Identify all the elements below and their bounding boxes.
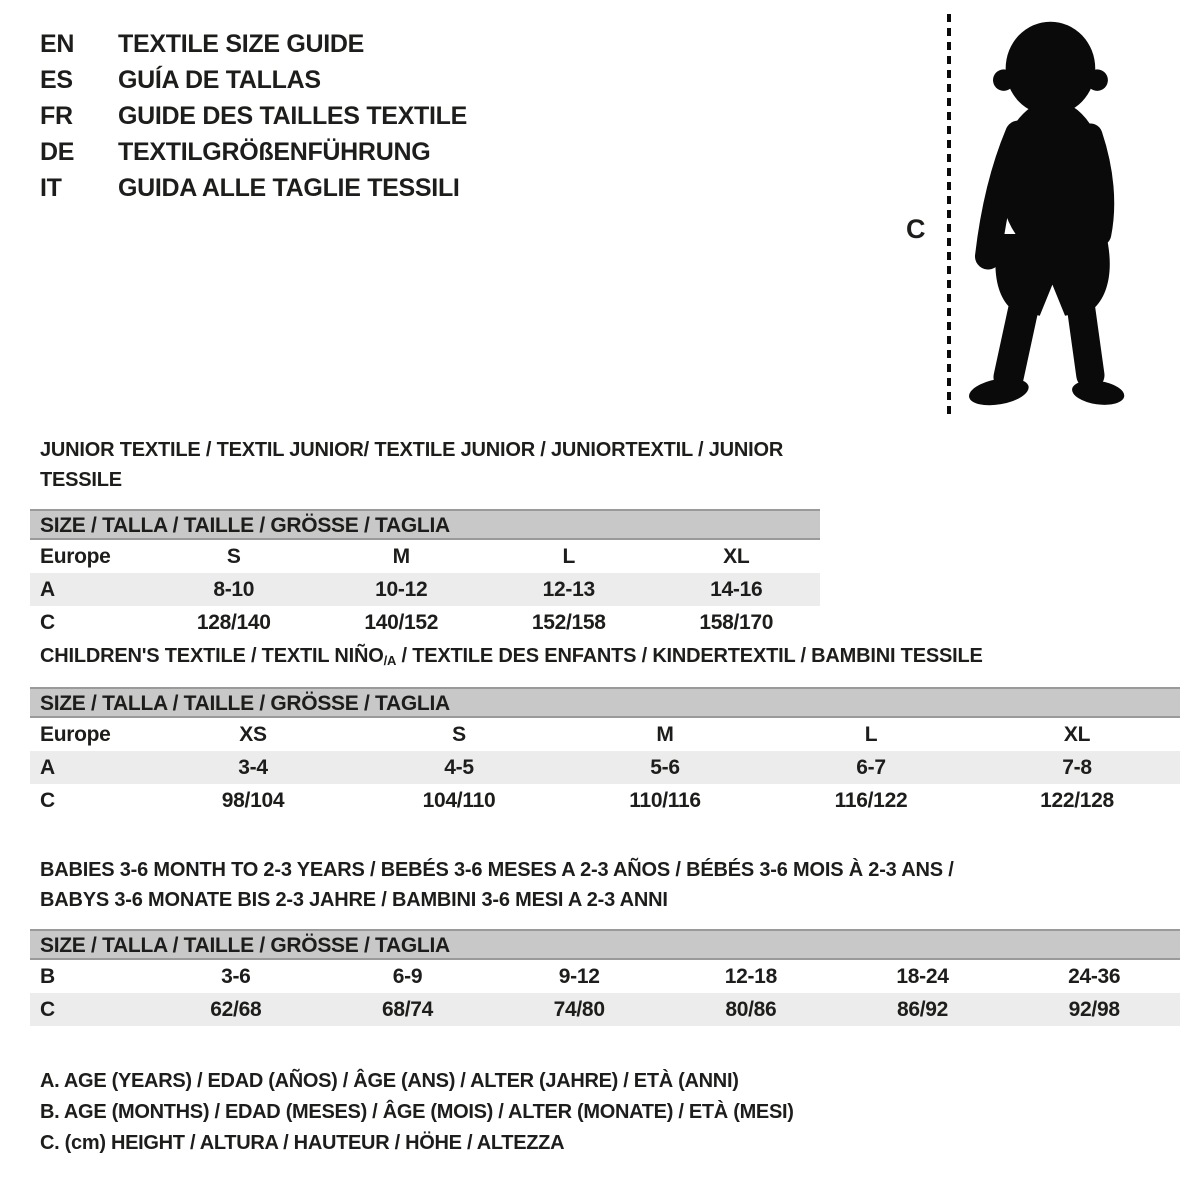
language-row (40, 98, 467, 134)
table-cell: 12-18 (724, 965, 777, 988)
language-row (40, 170, 467, 206)
table-cell: 7-8 (1062, 756, 1092, 779)
table-cell: XS (239, 723, 267, 746)
size-header-bar: SIZE / TALLA / TAILLE / GRÖSSE / TAGLIA (30, 509, 820, 540)
table-cell: L (562, 545, 576, 568)
language-code: EN (40, 30, 75, 58)
table-cell: 14-16 (710, 578, 763, 601)
table-cell: 3-4 (238, 756, 268, 779)
table-title (40, 641, 1180, 673)
table-row (30, 784, 1180, 817)
table-title-text: CHILDREN'S TEXTILE / TEXTIL NIÑO (40, 645, 384, 667)
row-label: C (40, 611, 55, 634)
legend-line-age-months: B. AGE (MONTHS) / EDAD (MESES) / ÂGE (MOIS) / ALTER (MONATE) / ETÀ (MESI) (40, 1101, 794, 1123)
table-body (30, 960, 1180, 1026)
table-cell: M (392, 545, 410, 568)
table-title (40, 435, 820, 495)
table-title-line (40, 855, 1180, 885)
table-cell: 12-13 (542, 578, 595, 601)
table-cell: 74/80 (553, 998, 605, 1021)
table-cell: 6-7 (856, 756, 886, 779)
table-cell: L (864, 723, 878, 746)
table-title-text: BABYS 3-6 MONATE BIS 2-3 JAHRE / BAMBINI 3-6 MESI A 2-3 ANNI (40, 889, 668, 911)
table-cell: 110/116 (629, 789, 701, 812)
language-code: DE (40, 138, 75, 166)
table-cell: 10-12 (375, 578, 428, 601)
table-title (40, 855, 1180, 915)
row-label: C (40, 998, 55, 1021)
height-dimension-label: C (906, 214, 926, 244)
language-row (40, 62, 467, 98)
row-label: Europe (40, 545, 111, 568)
row-label: A (40, 756, 55, 779)
table-cell: XL (723, 545, 750, 568)
height-dashed-line (947, 14, 951, 416)
language-title: GUIDE DES TAILLES TEXTILE (118, 102, 468, 130)
table-row (30, 718, 1180, 751)
row-label: A (40, 578, 55, 601)
language-title-list (40, 26, 467, 206)
table-body (30, 718, 1180, 817)
table-row (30, 993, 1180, 1026)
language-title: TEXTILGRÖßENFÜHRUNG (118, 138, 431, 166)
table-cell: S (226, 545, 241, 568)
table-title-subscript: /A (383, 653, 397, 668)
table-cell: S (452, 723, 466, 746)
table-cell: 104/110 (422, 789, 496, 812)
table-cell: 80/86 (725, 998, 777, 1021)
table-row (30, 573, 820, 606)
legend (40, 1066, 794, 1159)
table-cell: 116/122 (834, 789, 908, 812)
table-cell: 158/170 (699, 611, 774, 634)
table-title-text: / TEXTILE DES ENFANTS / KINDERTEXTIL / BAMBINI TESSILE (396, 645, 983, 667)
legend-line-height: C. (cm) HEIGHT / ALTURA / HAUTEUR / HÖHE / ALTEZZA (40, 1132, 565, 1154)
language-title: GUIDA ALLE TAGLIE TESSILI (118, 174, 460, 202)
table-cell: 128/140 (196, 611, 271, 634)
table-cell: 86/92 (896, 998, 949, 1021)
babies-textile-table (30, 855, 1180, 1026)
language-title: TEXTILE SIZE GUIDE (118, 30, 365, 58)
table-row (30, 960, 1180, 993)
table-cell: 92/98 (1068, 998, 1120, 1021)
language-title: GUÍA DE TALLAS (118, 66, 321, 94)
table-title-text: JUNIOR TEXTILE / TEXTIL JUNIOR/ TEXTILE JUNIOR / JUNIORTEXTIL / JUNIOR TESSILE (40, 439, 784, 491)
table-title-line (40, 885, 1180, 915)
table-cell: 152/158 (531, 611, 606, 634)
row-label: C (40, 789, 55, 812)
table-cell: 140/152 (364, 611, 439, 634)
table-cell: 24-36 (1068, 965, 1121, 988)
row-label: B (40, 965, 55, 988)
table-cell: 62/68 (210, 998, 262, 1021)
table-body (30, 540, 820, 639)
table-cell: 6-9 (392, 965, 423, 988)
language-code: ES (40, 66, 73, 94)
table-cell: M (656, 723, 674, 746)
table-cell: 8-10 (213, 578, 255, 601)
language-code: FR (40, 102, 73, 130)
table-cell: 3-6 (221, 965, 251, 988)
size-header-bar: SIZE / TALLA / TAILLE / GRÖSSE / TAGLIA (30, 687, 1180, 718)
row-label: Europe (40, 723, 111, 746)
table-cell: 9-12 (558, 965, 600, 988)
legend-line-age-years: A. AGE (YEARS) / EDAD (AÑOS) / ÂGE (ANS) / ALTER (JAHRE) / ETÀ (ANNI) (40, 1070, 739, 1092)
junior-textile-table (30, 435, 820, 639)
language-code: IT (40, 174, 62, 202)
table-row (30, 751, 1180, 784)
size-header-bar: SIZE / TALLA / TAILLE / GRÖSSE / TAGLIA (30, 929, 1180, 960)
table-row (30, 606, 820, 639)
child-silhouette-icon (956, 12, 1141, 417)
table-row (30, 540, 820, 573)
table-cell: 68/74 (381, 998, 434, 1021)
language-row (40, 134, 467, 170)
childrens-textile-table (30, 641, 1180, 817)
table-cell: 98/104 (221, 789, 285, 812)
table-cell: 4-5 (444, 756, 474, 779)
table-cell: XL (1063, 723, 1091, 746)
table-cell: 5-6 (650, 756, 680, 779)
language-row (40, 26, 467, 62)
table-cell: 18-24 (896, 965, 949, 988)
table-title-text: BABIES 3-6 MONTH TO 2-3 YEARS / BEBÉS 3-6 MESES A 2-3 AÑOS / BÉBÉS 3-6 MOIS À 2-3 ANS / (40, 859, 954, 881)
table-cell: 122/128 (1040, 789, 1114, 812)
